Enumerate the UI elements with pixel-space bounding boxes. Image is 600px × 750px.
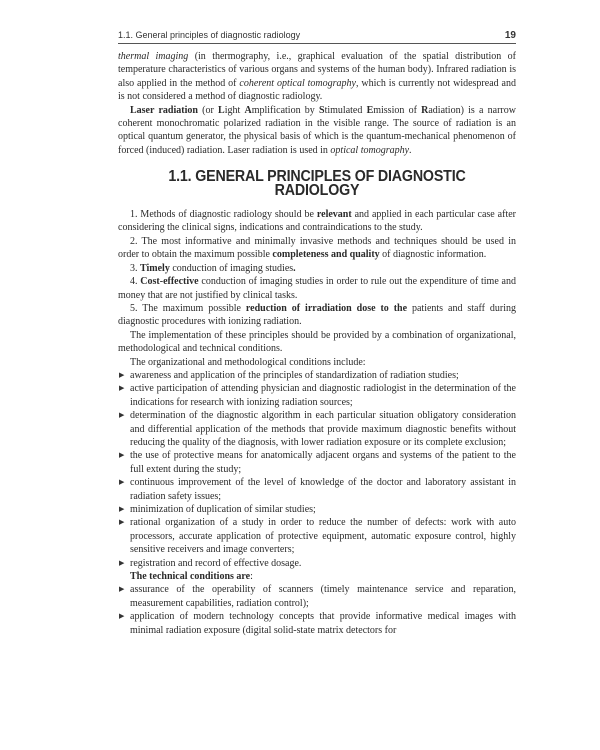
acronym-letter: A [244, 104, 252, 116]
emphasis: Timely [140, 262, 170, 274]
acronym-letter: E [366, 104, 374, 116]
emphasis: The technical conditions are [130, 571, 251, 583]
text-span: , which is currently not widespread and is not considered a method of diagnostic radiology. [118, 77, 517, 103]
list-item [118, 610, 516, 637]
list-item [118, 476, 516, 503]
technical-conditions-intro [118, 570, 516, 583]
list-item-text: active participation of attending physician and diagnostic radiologist in the determination of the indications for research with ionizing radiation sources; [130, 383, 516, 408]
term-laser-radiation: Laser radiation [130, 104, 198, 116]
bullet-icon: ▶ [119, 384, 125, 393]
bullet-icon: ▶ [119, 612, 125, 621]
text-span: timulated [324, 104, 367, 116]
text-span: of diagnostic information. [379, 249, 487, 261]
list-item-text: rational organization of a study in order to reduce the number of defects: work with auto processors, accurate application of protective equipment, automatic exposure control, highly sensitive receivers and image converters; [130, 517, 516, 556]
technical-conditions-list [118, 583, 516, 637]
list-item [118, 583, 516, 610]
header-rule [118, 43, 516, 44]
list-item-text: registration and record of effective dosage. [130, 557, 302, 569]
text-span: conduction of imaging studies in order to rule out the expenditure of time and money that are not justified by clinical tasks. [118, 276, 516, 301]
text-span: mission of [373, 104, 422, 116]
list-item [118, 449, 516, 476]
acronym-letter: L [218, 104, 225, 116]
emphasis: Cost-effective [140, 276, 199, 288]
list-item [118, 382, 516, 409]
list-item [118, 503, 516, 516]
bullet-icon: ▶ [119, 518, 125, 527]
list-item [118, 557, 516, 570]
text-span: 3. [130, 262, 140, 274]
list-item-text: assurance of the operability of scanners (timely maintenance service and reparation, measurement capabilities, radiation control); [130, 584, 516, 609]
bullet-icon: ▶ [119, 558, 125, 567]
section-heading: 1.1. GENERAL PRINCIPLES OF DIAGNOSTIC RADIOLOGY [168, 168, 466, 199]
principle-5 [118, 302, 516, 329]
list-item [118, 369, 516, 382]
list-item-text: awareness and application of the principles of standardization of radiation studies; [130, 369, 459, 381]
bullet-icon: ▶ [119, 478, 125, 487]
text-span: 2. The most informative and minimally invasive methods and techniques should be used in order to obtain the maximum possible [118, 235, 516, 261]
principle-1 [118, 208, 516, 235]
list-item-text: minimization of duplication of similar studies; [130, 504, 316, 515]
term-optical-tomography: optical tomography [330, 144, 410, 156]
acronym-letter: S [319, 104, 325, 116]
text-span: patients and staff during diagnostic procedures with ionizing radiation. [118, 302, 516, 328]
text-span: adiation) is a narrow coherent monochromatic polarized radiation in the visible range. The source of radiation is an optical quantum generator, the physical basis of which is the quantum-mechanical phenomenon of forced (induced) radiation. Laser radiation is used in [118, 104, 516, 156]
term-thermal-imaging: thermal imaging [118, 51, 189, 62]
list-item-text: determination of the diagnostic algorithm in each particular situation obligatory consideration and differential application of the methods that provide maximum diagnostic benefits without reducing the quality of the diagnosis, with lower radiation exposure or its complete exclusion; [130, 410, 516, 448]
implementation-paragraph: The implementation of these principles should be provided by a combination of organizational, methodological and technical conditions. [118, 329, 516, 355]
list-item-text: application of modern technology concepts that provide informative medical images with minimal radiation exposure (digital solid-state matrix detectors for [130, 611, 516, 636]
list-item [118, 516, 516, 556]
text-span: 4. [130, 276, 141, 288]
emphasis: reduction of irradiation dose to the [245, 302, 408, 314]
bullet-icon: ▶ [119, 505, 125, 513]
emphasis: completeness and quality [272, 249, 380, 261]
text-span: conduction of imaging studies [169, 262, 294, 274]
acronym-letter: R [421, 104, 429, 116]
term-coherent-optical-tomography: coherent optical tomography [239, 77, 356, 89]
intro-paragraph-thermal [118, 50, 516, 104]
running-header [118, 30, 516, 41]
page-number: 19 [504, 30, 516, 41]
bullet-icon: ▶ [119, 451, 125, 460]
text-span: : [250, 571, 253, 583]
text-span: . [409, 144, 412, 156]
emphasis: . [293, 262, 296, 274]
bullet-icon: ▶ [119, 585, 125, 594]
running-header-title: 1.1. General principles of diagnostic radiology [118, 30, 301, 40]
text-span: 5. The maximum possible [130, 302, 246, 314]
list-item [118, 409, 516, 449]
text-span: mplification by [251, 104, 320, 116]
text-span: (in thermography, i.e., graphical evaluation of the spatial distribution of temperature characteristics of various organs and systems of the human body). Infrared radiation is also applied in the method of [118, 51, 517, 89]
principle-3 [118, 262, 516, 275]
page-body [118, 50, 516, 637]
text-span: (or [197, 104, 219, 116]
principle-2 [118, 235, 516, 262]
text-span: and applied in each particular case after considering the clinical signs, indications and contraindications to the study. [118, 209, 516, 234]
organizational-conditions-list [118, 369, 516, 570]
principle-4 [118, 275, 516, 302]
intro-paragraph-laser [118, 104, 516, 158]
text-span: ight [224, 104, 245, 116]
bullet-icon: ▶ [119, 411, 125, 420]
bullet-icon: ▶ [119, 370, 125, 379]
text-span: 1. Methods of diagnostic radiology should be [130, 209, 317, 221]
list-item-text: continuous improvement of the level of knowledge of the doctor and laboratory assistant in radiation safety issues; [130, 477, 516, 502]
list-item-text: the use of protective means for anatomically adjacent organs and systems of the patient to the full extent during the study; [130, 450, 516, 475]
emphasis: relevant [316, 209, 352, 221]
organizational-conditions-intro: The organizational and methodological conditions include: [130, 356, 366, 368]
